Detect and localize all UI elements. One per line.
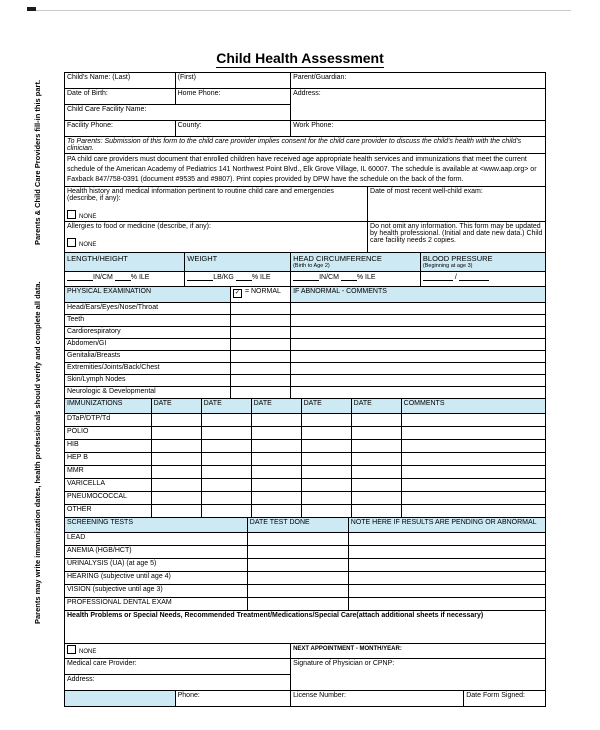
immunization-date-cell[interactable] [351,453,401,466]
immunization-date-cell[interactable] [201,492,251,505]
immunization-date-cell[interactable] [151,505,201,518]
allergies-label: Allergies to food or medicine (describe, if any): [67,223,211,231]
exam-comments-cell[interactable] [291,375,546,387]
license-number-field[interactable] [291,691,464,707]
screening-date-cell[interactable] [247,533,348,546]
immunization-date-cell[interactable] [351,479,401,492]
immunization-row-label: HIB [65,440,152,453]
immunization-row-label: OTHER [65,505,152,518]
exam-row-label: Head/Ears/Eyes/Nose/Throat [65,303,231,315]
screening-row-label: HEARING (subjective until age 4) [65,572,248,585]
form-body [64,72,546,707]
immunization-date-cell[interactable] [151,427,201,440]
facility-name-field[interactable] [65,105,291,121]
date-column-header: DATE [151,399,201,414]
provider-phone-field[interactable] [175,691,290,707]
if-abnormal-comments-header: IF ABNORMAL - COMMENTS [291,287,546,303]
immunization-date-cell[interactable] [251,427,301,440]
exam-row-label: Skin/Lymph Nodes [65,375,231,387]
immunization-date-cell[interactable] [351,427,401,440]
screening-row-label: ANEMIA (HGB/HCT) [65,546,248,559]
allergies-none-label: NONE [79,242,97,249]
immunization-date-cell[interactable] [351,492,401,505]
date-column-header: DATE [301,399,351,414]
page-title [0,50,600,66]
health-problems-table [64,610,546,644]
screening-note-cell[interactable] [348,546,545,559]
health-history-none-label: NONE [79,214,97,221]
county-label: County: [177,122,202,129]
bp-separator: / [454,274,457,282]
immunization-comments-cell[interactable] [401,453,545,466]
exam-row-label: Neurologic & Developmental [65,387,231,399]
immunization-row-label: VARICELLA [65,479,152,492]
provider-address-label: Address: [67,676,95,684]
screening-row-label: URINALYSIS (UA) (at age 5) [65,559,248,572]
child-last-name-field[interactable] [65,73,176,89]
update-note-text: Do not omit any information. This form may be updated by health professional. (Initial and date new data.) Child care facility needs 2 copies. [370,223,543,245]
health-history-label: Health history and medical information pertinent to routine child care and emergencies (describe, if any): [67,188,334,203]
screening-date-cell[interactable] [247,572,348,585]
next-appointment-label: NEXT APPOINTMENT - MONTH/YEAR: [293,646,402,653]
page-title-text: Child Health Assessment [216,50,384,66]
date-column-header: DATE [351,399,401,414]
immunization-date-cell[interactable] [251,414,301,427]
exam-comments-cell[interactable] [291,351,546,363]
health-problems-none-checkbox[interactable] [67,645,76,654]
exam-normal-cell[interactable] [230,351,290,363]
exam-normal-cell[interactable] [230,315,290,327]
exam-normal-cell[interactable] [230,387,290,399]
immunization-comments-cell[interactable] [401,505,545,518]
screening-date-cell[interactable] [247,546,348,559]
facility-phone-label: Facility Phone: [67,122,113,129]
well-child-exam-field[interactable] [368,187,546,222]
incm-unit-label: IN/CM [93,274,113,282]
immunization-date-cell[interactable] [201,479,251,492]
pctile-unit-label: % ILE [251,274,271,282]
screening-note-cell[interactable] [348,572,545,585]
parent-guardian-field[interactable] [291,73,546,89]
first-name-label: (First) [177,74,196,81]
exam-row-label: Cardiorespiratory [65,327,231,339]
immunization-date-cell[interactable] [151,440,201,453]
well-child-exam-label: Date of most recent well-child exam: [370,188,483,196]
immunization-date-cell[interactable] [201,440,251,453]
date-of-birth-field[interactable] [65,89,176,105]
immunization-comments-cell[interactable] [401,427,545,440]
physical-exam-header: PHYSICAL EXAMINATION [65,287,231,303]
exam-normal-cell[interactable] [230,327,290,339]
exam-normal-cell[interactable] [230,363,290,375]
date-test-done-header: DATE TEST DONE [247,518,348,533]
screening-note-cell[interactable] [348,533,545,546]
exam-comments-cell[interactable] [291,363,546,375]
exam-row-label: Genitalia/Breasts [65,351,231,363]
head-circumference-entry[interactable] [291,272,421,287]
exam-comments-cell[interactable] [291,315,546,327]
length-height-header: LENGTH/HEIGHT [65,253,185,272]
immunization-date-cell[interactable] [351,505,401,518]
immunization-date-cell[interactable] [251,453,301,466]
exam-comments-cell[interactable] [291,339,546,351]
history-table [64,186,546,253]
immunizations-header: IMMUNIZATIONS [65,399,152,414]
address-field[interactable] [291,89,546,121]
screening-note-cell[interactable] [348,598,545,611]
home-phone-field[interactable] [175,89,290,105]
county-field[interactable] [175,121,290,137]
page-edge-mark [27,7,36,11]
immunization-row-label: DTaP/DTP/Td [65,414,152,427]
measurements-table [64,252,546,287]
health-problems-label: Health Problems or Special Needs, Recommended Treatment/Medications/Special Care(attach additional sheets if necessary) [67,612,484,620]
facility-phone-field[interactable] [65,121,176,137]
health-problems-none-label: NONE [79,649,97,656]
child-first-name-field[interactable] [175,73,290,89]
health-history-none-checkbox[interactable] [67,210,76,219]
immunization-date-cell[interactable] [251,492,301,505]
consent-note-table [64,136,546,154]
date-column-header: DATE [201,399,251,414]
health-problems-none-field[interactable] [65,644,291,659]
lbkg-unit-label: LB/KG [213,274,234,282]
immunization-date-cell[interactable] [301,427,351,440]
health-history-field[interactable] [65,187,368,222]
provider-phone-label: Phone: [177,692,200,700]
screening-note-cell[interactable] [348,559,545,572]
sidebar-note-bottom: Parents may write immunization dates, health professionals should verify and complete all data. [33,281,42,624]
address-label: Address: [293,90,321,97]
immunization-row-label: POLIO [65,427,152,440]
screening-row-label: PROFESSIONAL DENTAL EXAM [65,598,248,611]
exam-comments-cell[interactable] [291,327,546,339]
child-name-label: Child's Name: (Last) [67,74,131,81]
date-of-birth-label: Date of Birth: [67,90,108,97]
immunization-comments-cell[interactable] [401,492,545,505]
immunization-date-cell[interactable] [251,466,301,479]
facility-name-label: Child Care Facility Name: [67,106,147,113]
identity-table [64,72,546,137]
license-number-label: License Number: [293,692,346,700]
immunization-date-cell[interactable] [251,440,301,453]
weight-header: WEIGHT [185,253,291,272]
immunization-date-cell[interactable] [151,479,201,492]
pa-note-table [64,153,546,187]
screening-tests-header: SCREENING TESTS [65,518,248,533]
screening-date-cell[interactable] [247,585,348,598]
exam-normal-cell[interactable] [230,339,290,351]
signature-field[interactable] [291,659,546,691]
blood-pressure-header: BLOOD PRESSURE (Beginning at age 3) [420,253,545,272]
pctile-unit-label: % ILE [130,274,150,282]
immunization-date-cell[interactable] [151,466,201,479]
screening-date-cell[interactable] [247,559,348,572]
screening-table [64,517,546,611]
allergies-field[interactable] [65,222,368,253]
medical-provider-label: Medical care Provider: [67,660,137,668]
immunization-date-cell[interactable] [301,505,351,518]
work-phone-label: Work Phone: [293,122,334,129]
immunization-date-cell[interactable] [301,466,351,479]
physical-exam-table [64,286,546,399]
weight-entry[interactable] [185,272,291,287]
immunization-row-label: HEP B [65,453,152,466]
pctile-unit-label: % ILE [356,274,376,282]
checked-checkbox-icon: ✓ [234,290,240,297]
immunization-row-label: PNEUMOCOCCAL [65,492,152,505]
exam-normal-cell[interactable] [230,303,290,315]
immunization-date-cell[interactable] [301,414,351,427]
pa-note: PA child care providers must document that enrolled children have received age appropriate health services and immunizations that meet the current schedule of the American Academy of Pediatrics 141 Northwest Point Blvd., Elk Grove Village, IL 60007. The schedule is available at <www.aap.org> or Faxback 847/758-0391 (document #9535 and #9807). Print copies provided by DPW have the schedule on the back of the form. [65,154,546,187]
immunization-date-cell[interactable] [151,414,201,427]
date-column-header: DATE [251,399,301,414]
footer-table [64,643,546,691]
immunization-comments-cell[interactable] [401,466,545,479]
work-phone-field[interactable] [291,121,546,137]
home-phone-label: Home Phone: [177,90,221,97]
provider-address-field[interactable] [65,675,291,691]
signature-label: Signature of Physician or CPNP: [293,660,395,668]
date-form-signed-label: Date Form Signed: [466,692,525,700]
immunization-date-cell[interactable] [351,466,401,479]
consent-note: To Parents: Submission of this form to the child care provider implies consent for the child care provider to discuss the child's health with the child's clinician. [65,137,546,154]
immunization-date-cell[interactable] [351,414,401,427]
exam-comments-cell[interactable] [291,303,546,315]
immunization-date-cell[interactable] [201,466,251,479]
medical-provider-field[interactable] [65,659,291,675]
exam-row-label: Teeth [65,315,231,327]
immunization-date-cell[interactable] [151,492,201,505]
immunization-date-cell[interactable] [301,440,351,453]
immunization-row-label: MMR [65,466,152,479]
footer-bottom-table [64,690,546,707]
immunization-date-cell[interactable] [151,453,201,466]
parent-guardian-label: Parent/Guardian: [293,74,347,81]
head-circumference-subnote: (Birth to Age 2) [293,263,330,270]
immunization-date-cell[interactable] [201,505,251,518]
update-note [368,222,546,253]
blood-pressure-entry[interactable] [420,272,545,287]
immunization-comments-cell[interactable] [401,440,545,453]
next-appointment-field[interactable] [291,644,546,659]
immunization-date-cell[interactable] [201,427,251,440]
immunization-date-cell[interactable] [251,479,301,492]
health-problems-field[interactable] [65,611,546,644]
head-circumference-header: HEAD CIRCUMFERENCE (Birth to Age 2) [291,253,421,272]
immunization-date-cell[interactable] [351,440,401,453]
normal-legend-label: = NORMAL [244,288,281,296]
incm-unit-label: IN/CM [319,274,339,282]
screening-note-cell[interactable] [348,585,545,598]
date-form-signed-field[interactable] [464,691,546,707]
sidebar-note-top: Parents & Child Care Providers fill-in this part. [33,79,42,245]
screening-date-cell[interactable] [247,598,348,611]
results-note-header: NOTE HERE IF RESULTS ARE PENDING OR ABNORMAL [348,518,545,533]
length-height-entry[interactable] [65,272,185,287]
page-edge-line [30,10,571,11]
blood-pressure-subnote: (Beginning at age 3) [422,263,473,270]
immunization-comments-cell[interactable] [401,479,545,492]
exam-normal-cell[interactable] [230,375,290,387]
exam-comments-cell[interactable] [291,387,546,399]
immunization-date-cell[interactable] [301,479,351,492]
immunization-comments-cell[interactable] [401,414,545,427]
screening-row-label: VISION (subjective until age 3) [65,585,248,598]
normal-legend [230,287,290,303]
allergies-none-checkbox[interactable] [67,238,76,247]
exam-row-label: Extremities/Joints/Back/Chest [65,363,231,375]
immunization-date-cell[interactable] [251,505,301,518]
immunization-date-cell[interactable] [201,414,251,427]
immunizations-table [64,398,546,518]
footer-shaded-cell [65,691,176,707]
screening-row-label: LEAD [65,533,248,546]
comments-column-header: COMMENTS [401,399,545,414]
immunization-date-cell[interactable] [301,492,351,505]
immunization-date-cell[interactable] [201,453,251,466]
immunization-date-cell[interactable] [301,453,351,466]
exam-row-label: Abdomen/GI [65,339,231,351]
